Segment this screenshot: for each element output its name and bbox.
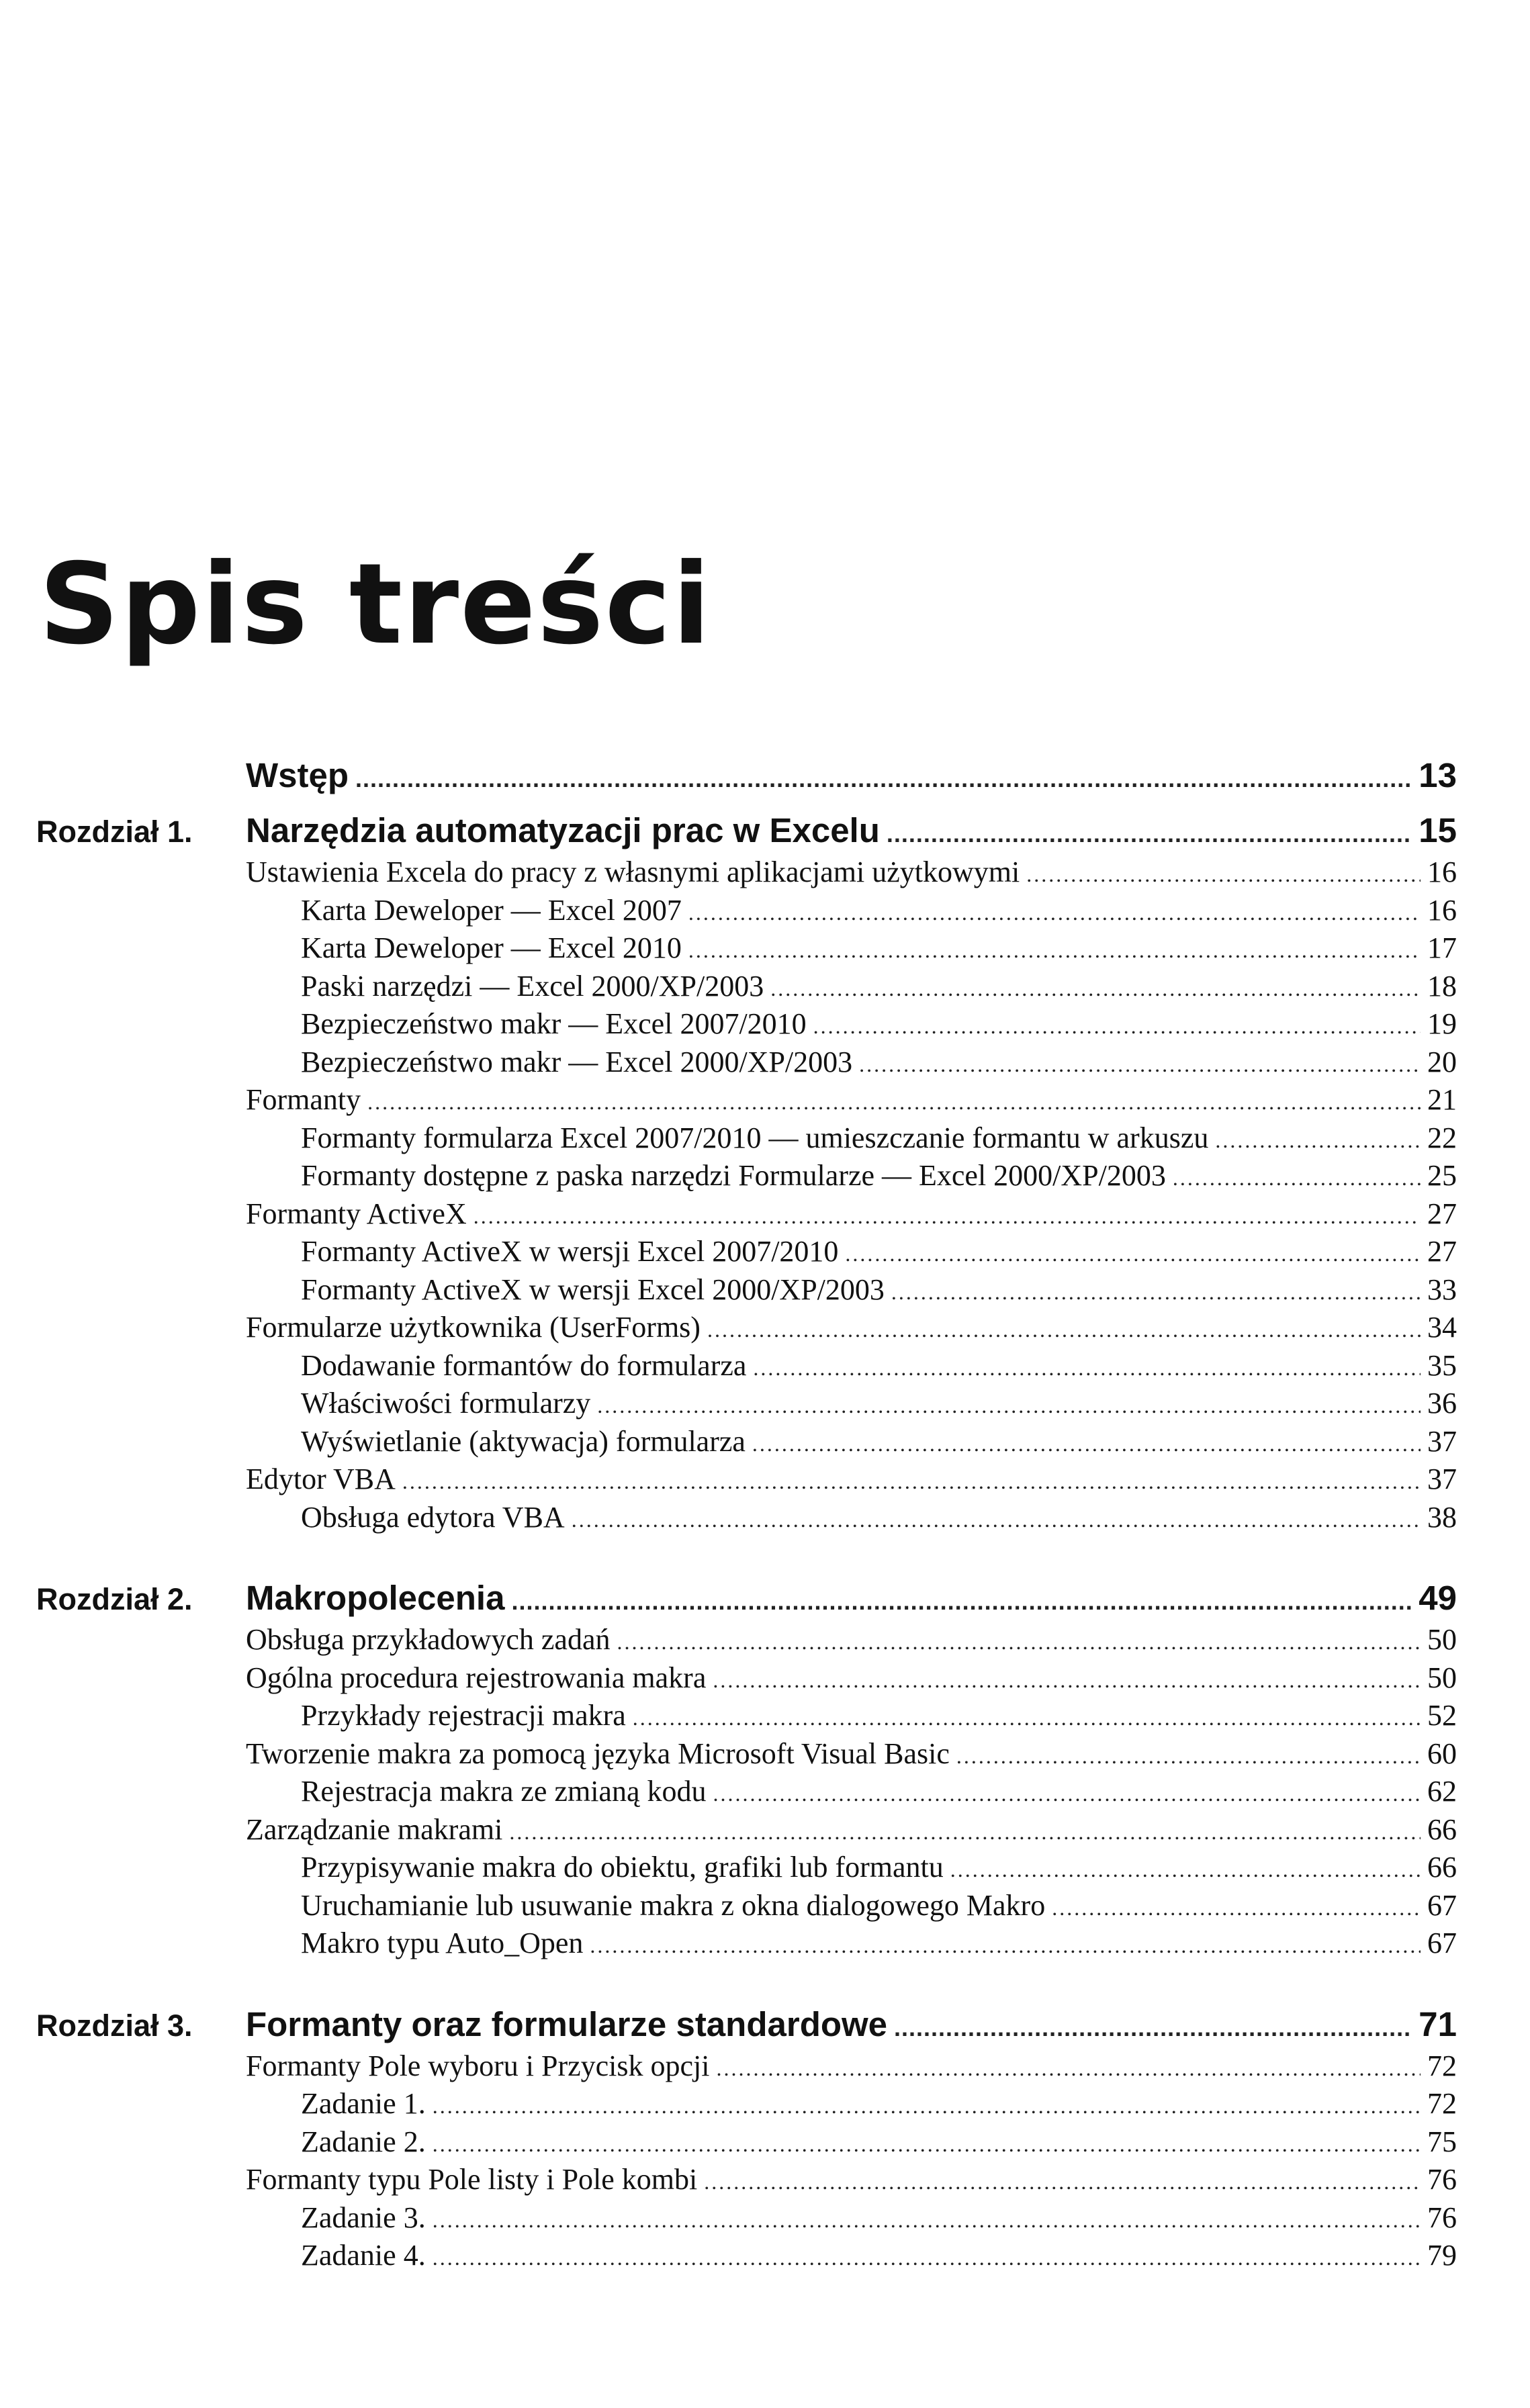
page-number: 20	[1427, 1045, 1457, 1078]
page-number: 21	[1427, 1083, 1457, 1116]
page-number: 76	[1427, 2163, 1457, 2196]
page-number: 13	[1419, 756, 1457, 794]
entry-title: Paski narzędzi — Excel 2000/XP/2003	[301, 969, 764, 1003]
toc-subsection[interactable]	[36, 1234, 1457, 1272]
page-number: 19	[1427, 1007, 1457, 1040]
dot-leader	[707, 1317, 1421, 1342]
dot-leader	[355, 765, 1412, 793]
page-number: 76	[1427, 2201, 1457, 2234]
entry-title: Zadanie 2.	[301, 2125, 426, 2158]
dot-leader	[597, 1393, 1421, 1418]
dot-leader	[770, 976, 1421, 1001]
entry-title: Obsługa edytora VBA	[301, 1500, 565, 1534]
page-number: 52	[1427, 1699, 1457, 1732]
entry-title: Zadanie 1.	[301, 2087, 426, 2120]
dot-leader	[572, 1508, 1421, 1532]
page-number: 16	[1427, 855, 1457, 888]
page-number: 49	[1419, 1579, 1457, 1617]
entry-title: Przykłady rejestracji makra	[301, 1699, 626, 1732]
entry-title: Karta Deweloper — Excel 2010	[301, 931, 682, 964]
entry-title: Wyświetlanie (aktywacja) formularza	[301, 1424, 746, 1458]
entry	[246, 2201, 1457, 2235]
toc-section[interactable]	[36, 1310, 1457, 1348]
dot-leader	[1215, 1128, 1421, 1153]
toc-section[interactable]	[36, 1082, 1457, 1121]
dot-leader	[713, 1781, 1421, 1806]
page-number: 17	[1427, 931, 1457, 964]
entry-title: Zadanie 3.	[301, 2201, 426, 2234]
dot-leader	[511, 1587, 1412, 1616]
dot-leader	[713, 1668, 1421, 1693]
page-number: 67	[1427, 1888, 1457, 1922]
toc-subsection[interactable]	[36, 969, 1457, 1007]
entry	[246, 1888, 1457, 1923]
entry	[246, 1158, 1457, 1193]
dot-leader	[688, 938, 1421, 963]
toc-section[interactable]	[36, 1736, 1457, 1775]
entry	[246, 969, 1457, 1003]
page-number: 35	[1427, 1348, 1457, 1382]
entry	[246, 1926, 1457, 1960]
toc-subsection[interactable]	[36, 1424, 1457, 1463]
chapter-heading[interactable]	[36, 1578, 1457, 1622]
page-number: 16	[1427, 893, 1457, 927]
entry-title: Formularze użytkownika (UserForms)	[246, 1311, 701, 1344]
toc-subsection[interactable]	[36, 1348, 1457, 1387]
entry	[246, 1007, 1457, 1041]
entry-title: Zadanie 4.	[301, 2239, 426, 2272]
toc-section[interactable]	[36, 1812, 1457, 1851]
page-number: 75	[1427, 2125, 1457, 2158]
page-number: 33	[1427, 1272, 1457, 1306]
entry-title: Makro typu Auto_Open	[301, 1927, 584, 1959]
entry	[246, 855, 1457, 889]
toc-subsection[interactable]	[36, 1926, 1457, 1964]
entry	[246, 1045, 1457, 1079]
entry-title: Narzędzia automatyzacji prac w Excelu	[246, 811, 880, 849]
entry-title: Wstęp	[246, 756, 349, 794]
entry	[246, 1736, 1457, 1771]
entry	[246, 1850, 1457, 1884]
intro-section	[36, 755, 1457, 800]
page-number: 71	[1419, 2004, 1457, 2043]
entry-title: Ogólna procedura rejestrowania makra	[246, 1661, 707, 1694]
entry	[246, 1578, 1457, 1618]
toc-entry-intro[interactable]	[36, 755, 1457, 800]
dot-leader	[1052, 1896, 1421, 1920]
page-number: 72	[1427, 2087, 1457, 2120]
dot-leader	[1173, 1166, 1421, 1191]
toc-subsection[interactable]	[36, 1045, 1457, 1083]
toc-subsection[interactable]	[36, 1121, 1457, 1159]
entry	[246, 1500, 1457, 1534]
entry-title: Formanty formularza Excel 2007/2010 — umieszczanie formantu w arkuszu	[301, 1121, 1209, 1154]
dot-leader	[617, 1630, 1421, 1655]
entry	[246, 2086, 1457, 2121]
page-number: 37	[1427, 1424, 1457, 1458]
toc-subsection[interactable]	[36, 1888, 1457, 1927]
entry-title: Ustawienia Excela do pracy z własnymi aplikacjami użytkowymi	[246, 855, 1020, 888]
dot-leader	[950, 1857, 1421, 1882]
entry	[246, 893, 1457, 927]
entry-title: Formanty oraz formularze standardowe	[246, 2004, 888, 2043]
page-number: 27	[1427, 1197, 1457, 1230]
toc-subsection[interactable]	[36, 893, 1457, 931]
entry-title: Formanty ActiveX	[246, 1197, 467, 1230]
entry-title: Formanty typu Pole listy i Pole kombi	[246, 2163, 698, 2196]
dot-leader	[402, 1469, 1421, 1494]
page-number: 38	[1427, 1500, 1457, 1534]
entry-title: Formanty ActiveX w wersji Excel 2000/XP/2003	[301, 1272, 885, 1306]
toc-subsection[interactable]	[36, 1386, 1457, 1424]
dot-leader	[845, 1242, 1421, 1266]
entry	[246, 1698, 1457, 1732]
page-number: 66	[1427, 1812, 1457, 1846]
toc-subsection[interactable]	[36, 1007, 1457, 1045]
page-number: 72	[1427, 2049, 1457, 2082]
entry-title: Edytor VBA	[246, 1463, 396, 1495]
entry-title: Właściwości formularzy	[301, 1387, 591, 1420]
entry	[246, 931, 1457, 965]
dot-leader	[433, 2245, 1421, 2270]
page-number: 50	[1427, 1623, 1457, 1656]
toc-subsection[interactable]	[36, 1774, 1457, 1812]
dot-leader	[753, 1356, 1421, 1381]
entry	[246, 1812, 1457, 1847]
entry-title: Dodawanie formantów do formularza	[301, 1348, 747, 1382]
toc-section[interactable]	[36, 855, 1457, 893]
chapter-heading[interactable]	[36, 811, 1457, 855]
entry	[246, 1310, 1457, 1344]
dot-leader	[859, 1052, 1421, 1077]
toc-subsection[interactable]	[36, 1158, 1457, 1197]
entry-title: Formanty	[246, 1083, 361, 1116]
entry-title: Przypisywanie makra do obiektu, grafiki lub formantu	[301, 1851, 944, 1884]
page-number: 62	[1427, 1775, 1457, 1808]
entry-title: Tworzenie makra za pomocą języka Microsoft Visual Basic	[246, 1736, 950, 1770]
page-number: 36	[1427, 1387, 1457, 1420]
entry	[246, 1462, 1457, 1496]
dot-leader	[367, 1090, 1421, 1115]
chapter-heading[interactable]	[36, 2004, 1457, 2049]
dot-leader	[688, 900, 1421, 925]
toc-section[interactable]	[36, 1462, 1457, 1500]
entry-title: Formanty ActiveX w wersji Excel 2007/2010	[301, 1235, 839, 1268]
dot-leader	[633, 1706, 1421, 1730]
dot-leader	[433, 2208, 1421, 2233]
dot-leader	[813, 1014, 1421, 1039]
dot-leader	[887, 820, 1412, 848]
page-number: 34	[1427, 1311, 1457, 1344]
page-number: 50	[1427, 1661, 1457, 1694]
entry	[246, 1197, 1457, 1231]
entry	[246, 1082, 1457, 1117]
dot-leader	[956, 1744, 1421, 1769]
page-number: 15	[1419, 811, 1457, 849]
toc-subsection[interactable]	[36, 1850, 1457, 1888]
dot-leader	[752, 1432, 1421, 1456]
entry	[246, 2049, 1457, 2083]
page-number: 60	[1427, 1736, 1457, 1770]
entry	[246, 2004, 1457, 2044]
toc-section[interactable]	[36, 1197, 1457, 1235]
chapter-label: Rozdział 1.	[36, 815, 193, 849]
dot-leader	[1026, 862, 1421, 887]
dot-leader	[433, 2132, 1421, 2157]
page-number: 25	[1427, 1159, 1457, 1192]
entry	[246, 1348, 1457, 1383]
toc-subsection[interactable]	[36, 2125, 1457, 2163]
entry	[246, 1424, 1457, 1458]
entry-title: Bezpieczeństwo makr — Excel 2007/2010	[301, 1007, 807, 1040]
toc-section[interactable]	[36, 2162, 1457, 2201]
page-number: 27	[1427, 1235, 1457, 1268]
toc-subsection[interactable]	[36, 931, 1457, 969]
page-number: 79	[1427, 2239, 1457, 2272]
entry	[246, 1622, 1457, 1657]
dot-leader	[717, 2056, 1421, 2081]
dot-leader	[509, 1820, 1421, 1845]
chapter-section-3	[36, 2004, 1457, 2276]
dot-leader	[474, 1204, 1421, 1229]
page-number: 67	[1427, 1927, 1457, 1959]
toc-subsection[interactable]	[36, 2238, 1457, 2276]
chapter-section-1	[36, 811, 1457, 1538]
toc-subsection[interactable]	[36, 1500, 1457, 1538]
entry	[246, 1774, 1457, 1808]
dot-leader	[704, 2170, 1421, 2194]
page-number: 18	[1427, 969, 1457, 1003]
chapter-section-2	[36, 1578, 1457, 1964]
toc-section[interactable]	[36, 2049, 1457, 2087]
page-number: 37	[1427, 1463, 1457, 1495]
dot-leader	[433, 2094, 1421, 2119]
page-title: Spis treści	[39, 540, 712, 669]
toc-subsection[interactable]	[36, 2201, 1457, 2239]
entry-title: Formanty Pole wyboru i Przycisk opcji	[246, 2049, 710, 2082]
chapter-label: Rozdział 3.	[36, 2008, 193, 2043]
entry-title: Zarządzanie makrami	[246, 1812, 503, 1846]
entry-title: Rejestracja makra ze zmianą kodu	[301, 1775, 707, 1808]
entry	[246, 2238, 1457, 2272]
entry-title: Bezpieczeństwo makr — Excel 2000/XP/2003	[301, 1045, 853, 1078]
toc-subsection[interactable]	[36, 2086, 1457, 2125]
entry	[246, 755, 1457, 795]
chapter-label: Rozdział 2.	[36, 1582, 193, 1616]
entry-title: Formanty dostępne z paska narzędzi Formularze — Excel 2000/XP/2003	[301, 1159, 1166, 1192]
entry	[246, 2162, 1457, 2196]
entry-title: Karta Deweloper — Excel 2007	[301, 893, 682, 927]
entry	[246, 1121, 1457, 1155]
entry-title: Uruchamianie lub usuwanie makra z okna dialogowego Makro	[301, 1888, 1046, 1922]
entry	[246, 1661, 1457, 1695]
entry-title: Obsługa przykładowych zadań	[246, 1623, 611, 1656]
page-number: 66	[1427, 1851, 1457, 1884]
toc-subsection[interactable]	[36, 1272, 1457, 1311]
entry	[246, 1386, 1457, 1420]
toc-section[interactable]	[36, 1622, 1457, 1661]
entry	[246, 811, 1457, 850]
entry	[246, 2125, 1457, 2159]
page-number: 22	[1427, 1121, 1457, 1154]
dot-leader	[590, 1933, 1421, 1958]
toc-subsection[interactable]	[36, 1698, 1457, 1736]
dot-leader	[894, 2014, 1412, 2042]
entry	[246, 1234, 1457, 1268]
entry-title: Makropolecenia	[246, 1579, 505, 1617]
dot-leader	[891, 1280, 1421, 1305]
entry	[246, 1272, 1457, 1307]
table-of-contents	[36, 755, 1457, 2317]
toc-section[interactable]	[36, 1661, 1457, 1699]
